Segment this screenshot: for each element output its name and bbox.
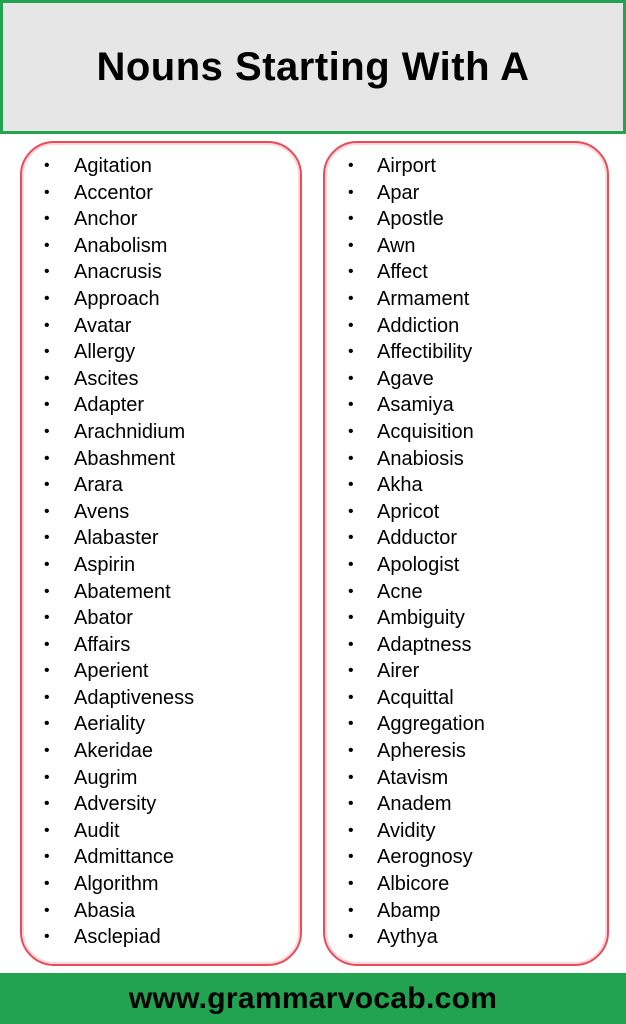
page-title: Nouns Starting With A bbox=[96, 44, 530, 89]
list-item bbox=[22, 844, 300, 871]
bullet-icon: • bbox=[348, 289, 354, 307]
bullet-icon: • bbox=[44, 742, 50, 760]
list-item bbox=[325, 366, 607, 393]
noun-word: Armament bbox=[377, 287, 470, 310]
bullet-icon: • bbox=[44, 449, 50, 467]
list-item bbox=[325, 313, 607, 340]
noun-word: Adductor bbox=[377, 527, 458, 550]
list-item bbox=[325, 206, 607, 233]
website-footer bbox=[0, 973, 626, 1024]
noun-word: Acquittal bbox=[377, 686, 454, 709]
list-item bbox=[325, 180, 607, 207]
noun-word: Anabolism bbox=[74, 234, 168, 257]
bullet-icon: • bbox=[44, 422, 50, 440]
noun-word: Awn bbox=[377, 234, 416, 257]
bullet-icon: • bbox=[44, 688, 50, 706]
list-item bbox=[22, 738, 300, 765]
list-item bbox=[22, 153, 300, 180]
bullet-icon: • bbox=[44, 343, 50, 361]
list-item bbox=[22, 685, 300, 712]
noun-word: Aythya bbox=[377, 926, 438, 949]
list-item bbox=[22, 206, 300, 233]
noun-word: Addiction bbox=[377, 314, 460, 337]
list-item bbox=[22, 632, 300, 659]
bullet-icon: • bbox=[44, 529, 50, 547]
noun-word: Arachnidium bbox=[74, 420, 186, 443]
noun-word: Asclepiad bbox=[74, 926, 161, 949]
noun-word: Akha bbox=[377, 474, 423, 497]
list-item bbox=[22, 446, 300, 473]
list-item bbox=[325, 871, 607, 898]
bullet-icon: • bbox=[44, 289, 50, 307]
noun-word: Arara bbox=[74, 474, 123, 497]
list-item bbox=[22, 898, 300, 925]
noun-word: Adversity bbox=[74, 793, 157, 816]
noun-word: Anabiosis bbox=[377, 447, 464, 470]
list-item bbox=[22, 339, 300, 366]
list-item bbox=[22, 791, 300, 818]
bullet-icon: • bbox=[348, 821, 354, 839]
list-item bbox=[22, 765, 300, 792]
bullet-icon: • bbox=[44, 210, 50, 228]
noun-word: Aperient bbox=[74, 660, 149, 683]
list-item bbox=[325, 658, 607, 685]
bullet-icon: • bbox=[44, 875, 50, 893]
list-item bbox=[325, 711, 607, 738]
noun-word: Anadem bbox=[377, 793, 452, 816]
noun-word: Atavism bbox=[377, 766, 449, 789]
noun-word: Avidity bbox=[377, 819, 436, 842]
noun-word: Abasia bbox=[74, 899, 136, 922]
bullet-icon: • bbox=[348, 635, 354, 653]
bullet-icon: • bbox=[44, 795, 50, 813]
list-item bbox=[325, 579, 607, 606]
noun-word: Alabaster bbox=[74, 527, 159, 550]
noun-word: Avens bbox=[74, 500, 130, 523]
noun-word: Asamiya bbox=[377, 394, 454, 417]
bullet-icon: • bbox=[44, 157, 50, 174]
list-item bbox=[325, 525, 607, 552]
bullet-icon: • bbox=[348, 316, 354, 334]
list-item bbox=[22, 579, 300, 606]
noun-word: Agave bbox=[377, 367, 434, 390]
bullet-icon: • bbox=[348, 502, 354, 520]
list-item bbox=[325, 259, 607, 286]
bullet-icon: • bbox=[348, 795, 354, 813]
bullet-icon: • bbox=[348, 343, 354, 361]
noun-word: Anchor bbox=[74, 208, 138, 231]
word-list-right bbox=[323, 141, 609, 966]
bullet-icon: • bbox=[44, 768, 50, 786]
bullet-icon: • bbox=[348, 901, 354, 919]
noun-word: Apologist bbox=[377, 553, 460, 576]
list-item bbox=[22, 366, 300, 393]
noun-word: Affect bbox=[377, 261, 428, 284]
bullet-icon: • bbox=[44, 555, 50, 573]
list-item bbox=[22, 924, 300, 951]
list-item bbox=[325, 286, 607, 313]
bullet-icon: • bbox=[44, 901, 50, 919]
list-item bbox=[22, 472, 300, 499]
list-item bbox=[325, 632, 607, 659]
noun-word: Adaptiveness bbox=[74, 686, 195, 709]
list-item bbox=[22, 871, 300, 898]
list-item bbox=[22, 818, 300, 845]
bullet-icon: • bbox=[44, 821, 50, 839]
bullet-icon: • bbox=[348, 476, 354, 494]
bullet-icon: • bbox=[44, 635, 50, 653]
bullet-icon: • bbox=[44, 928, 50, 946]
list-item bbox=[22, 313, 300, 340]
noun-word: Aeriality bbox=[74, 713, 146, 736]
list-item bbox=[22, 552, 300, 579]
noun-word: Algorithm bbox=[74, 873, 159, 896]
list-item bbox=[325, 446, 607, 473]
noun-word: Augrim bbox=[74, 766, 138, 789]
noun-word: Adaptness bbox=[377, 633, 472, 656]
noun-word: Ambiguity bbox=[377, 607, 465, 630]
bullet-icon: • bbox=[348, 688, 354, 706]
list-item bbox=[325, 419, 607, 446]
bullet-icon: • bbox=[44, 263, 50, 281]
bullet-icon: • bbox=[348, 582, 354, 600]
noun-word: Adapter bbox=[74, 394, 145, 417]
list-item bbox=[325, 738, 607, 765]
noun-word: Acquisition bbox=[377, 420, 474, 443]
list-item bbox=[325, 472, 607, 499]
bullet-icon: • bbox=[44, 236, 50, 254]
bullet-icon: • bbox=[348, 609, 354, 627]
list-item bbox=[325, 791, 607, 818]
list-item bbox=[22, 605, 300, 632]
list-item bbox=[22, 259, 300, 286]
bullet-icon: • bbox=[348, 157, 354, 174]
noun-word: Admittance bbox=[74, 846, 175, 869]
noun-word: Abamp bbox=[377, 899, 441, 922]
bullet-icon: • bbox=[348, 768, 354, 786]
list-item bbox=[22, 525, 300, 552]
noun-word: Approach bbox=[74, 287, 160, 310]
bullet-icon: • bbox=[348, 742, 354, 760]
noun-word: Airport bbox=[377, 155, 436, 177]
noun-word: Abator bbox=[74, 607, 133, 630]
bullet-icon: • bbox=[44, 662, 50, 680]
noun-word: Agitation bbox=[74, 155, 152, 177]
noun-word: Albicore bbox=[377, 873, 450, 896]
bullet-icon: • bbox=[44, 316, 50, 334]
list-item bbox=[22, 286, 300, 313]
list-item bbox=[325, 898, 607, 925]
noun-word: Audit bbox=[74, 819, 120, 842]
bullet-icon: • bbox=[44, 396, 50, 414]
noun-word: Allergy bbox=[74, 341, 136, 364]
noun-word: Ascites bbox=[74, 367, 139, 390]
list-item bbox=[325, 153, 607, 180]
noun-word: Aerognosy bbox=[377, 846, 473, 869]
bullet-icon: • bbox=[348, 555, 354, 573]
list-item bbox=[325, 605, 607, 632]
noun-word: Affectibility bbox=[377, 341, 473, 364]
list-item bbox=[325, 552, 607, 579]
title-banner bbox=[0, 0, 626, 134]
noun-word: Apostle bbox=[377, 208, 444, 231]
noun-word: Aggregation bbox=[377, 713, 485, 736]
list-item bbox=[325, 499, 607, 526]
noun-word: Anacrusis bbox=[74, 261, 162, 284]
bullet-icon: • bbox=[348, 263, 354, 281]
list-item bbox=[22, 711, 300, 738]
noun-word: Apar bbox=[377, 181, 420, 204]
noun-word: Avatar bbox=[74, 314, 132, 337]
bullet-icon: • bbox=[44, 502, 50, 520]
bullet-icon: • bbox=[348, 422, 354, 440]
list-item bbox=[325, 924, 607, 951]
list-item bbox=[22, 419, 300, 446]
noun-word: Abashment bbox=[74, 447, 176, 470]
bullet-icon: • bbox=[348, 928, 354, 946]
noun-word: Akeridae bbox=[74, 740, 153, 763]
bullet-icon: • bbox=[348, 848, 354, 866]
list-item bbox=[325, 392, 607, 419]
bullet-icon: • bbox=[348, 210, 354, 228]
noun-word: Apricot bbox=[377, 500, 440, 523]
word-list-left bbox=[20, 141, 302, 966]
list-item bbox=[22, 658, 300, 685]
bullet-icon: • bbox=[348, 715, 354, 733]
noun-word: Abatement bbox=[74, 580, 171, 603]
list-item bbox=[325, 339, 607, 366]
list-item bbox=[22, 499, 300, 526]
bullet-icon: • bbox=[348, 529, 354, 547]
bullet-icon: • bbox=[44, 183, 50, 201]
bullet-icon: • bbox=[348, 236, 354, 254]
bullet-icon: • bbox=[348, 369, 354, 387]
website-url: www.grammarvocab.com bbox=[128, 981, 498, 1015]
list-item bbox=[325, 765, 607, 792]
list-item bbox=[22, 233, 300, 260]
word-list-left-items bbox=[22, 143, 300, 951]
bullet-icon: • bbox=[348, 396, 354, 414]
noun-word: Airer bbox=[377, 660, 420, 683]
word-list-right-items bbox=[325, 143, 607, 951]
bullet-icon: • bbox=[44, 609, 50, 627]
bullet-icon: • bbox=[44, 476, 50, 494]
bullet-icon: • bbox=[348, 449, 354, 467]
bullet-icon: • bbox=[44, 715, 50, 733]
bullet-icon: • bbox=[44, 848, 50, 866]
list-item bbox=[325, 818, 607, 845]
list-item bbox=[325, 685, 607, 712]
noun-word: Affairs bbox=[74, 633, 131, 656]
list-item bbox=[22, 392, 300, 419]
noun-word: Acne bbox=[377, 580, 423, 603]
noun-word: Aspirin bbox=[74, 553, 136, 576]
bullet-icon: • bbox=[348, 662, 354, 680]
bullet-icon: • bbox=[348, 183, 354, 201]
bullet-icon: • bbox=[44, 582, 50, 600]
noun-word: Accentor bbox=[74, 181, 153, 204]
list-item bbox=[325, 233, 607, 260]
list-item bbox=[22, 180, 300, 207]
list-item bbox=[325, 844, 607, 871]
bullet-icon: • bbox=[348, 875, 354, 893]
noun-word: Apheresis bbox=[377, 740, 466, 763]
bullet-icon: • bbox=[44, 369, 50, 387]
